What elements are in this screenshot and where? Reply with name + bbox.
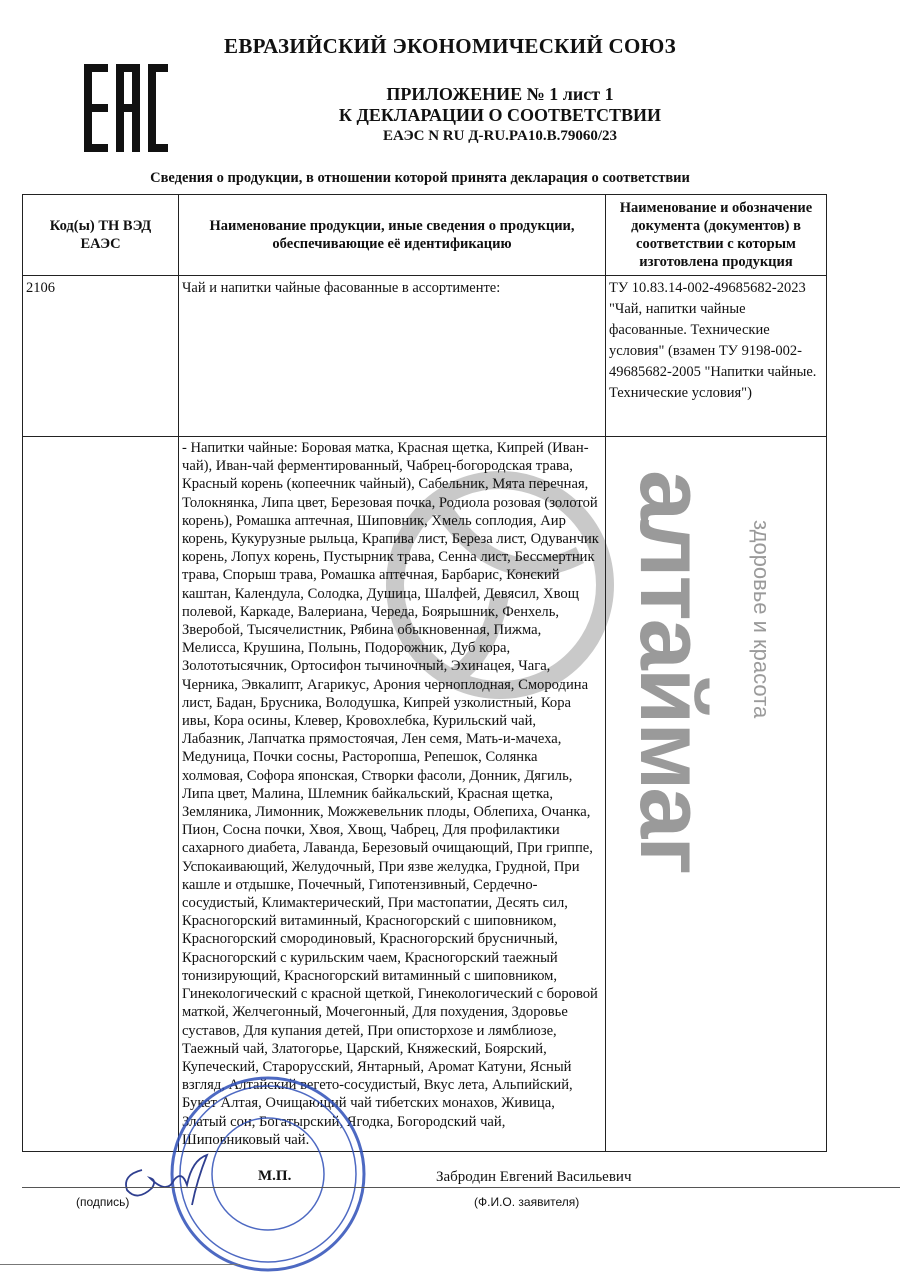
signature-line [22,1187,900,1188]
stamp-place-label: М.П. [258,1167,292,1184]
declaration-number: ЕАЭС N RU Д-RU.PA10.B.79060/23 [382,128,617,144]
watermark-brand: алтаймаг [621,470,723,873]
annex-subtitle: К ДЕКЛАРАЦИИ О СООТВЕТСТВИИ [338,105,662,125]
cell-product: Чай и напитки чайные фасованные в ассортименте: [179,276,606,437]
union-title: ЕВРАЗИЙСКИЙ ЭКОНОМИЧЕСКИЙ СОЮЗ [224,34,676,58]
column-header-product: Наименование продукции, иные сведения о продукции, обеспечивающие её идентификацию [179,195,606,276]
cell-code: 2106 [23,276,179,437]
product-table [22,194,827,1152]
watermark-slogan: здоровье и красота [749,520,774,719]
table-header-row [23,195,827,276]
intro-text: Сведения о продукции, в отношении которой принята декларация о соответствии [150,170,690,186]
divider [0,1264,240,1265]
annex-title: ПРИЛОЖЕНИЕ № 1 лист 1 [386,84,614,104]
column-header-document: Наименование и обозначение документа (документов) в соответствии с которым изготовлена продукция [606,195,827,276]
cell-code [23,437,179,1152]
applicant-name: Забродин Евгений Васильевич [436,1168,632,1185]
applicant-name-label: (Ф.И.О. заявителя) [474,1194,580,1209]
document-body [0,194,900,1282]
cell-product: - Напитки чайные: Боровая матка, Красная щетка, Кипрей (Иван-чай), Иван-чай ферментированный, Чабрец-богородская трава, Красный корень (копеечник чайный), Сабельник, Мята перечная, Толокнянка, Липа цвет, Березовая почка, Родиола розовая (золотой корень), Ромашка аптечная, Шиповник, Хмель соплодия, Аир корень, Кукурузные рыльца, Крапива лист, Береза лист, Одуванчик корень, Лопух корень, Пустырник трава, Сенна лист, Бессмертник трава, Спорыш трава, Ромашка аптечная, Барбарис, Конский каштан, Календула, Солодка, Душица, Шалфей, Девясил, Хвощ полевой, Каркаде, Валериана, Череда, Боярышник, Фенхель, Зверобой, Тысячелистник, Рябина обыкновенная, Пижма, Мелисса, Крушина, Полынь, Подорожник, Дуб кора, Золототысячник, Ортосифон тычиночный, Эхинацея, Чага, Черника, Эвкалипт, Агарикус, Арония черноплодная, Смородина лист, Бадан, Брусника, Володушка, Кипрей узколистный, Кора ивы, Кора осины, Клевер, Кровохлебка, Курильский чай, Лабазник, Лапчатка прямостоячая, Лен семя, Мать-и-мачеха, Медуница, Почки сосны, Расторопша, Репешок, Солянка холмовая, Софора японская, Створки фасоли, Донник, Дягиль, Липа цвет, Малина, Шлемник байкальский, Красная щетка, Земляника, Лимонник, Можжевельник плоды, Облепиха, Очанка, Пион, Сосна почки, Хвоя, Хвощ, Чабрец, Для профилактики сахарного диабета, Лаванда, Березовый очищающий, При гриппе, Успокаивающий, Желудочный, При язве желудка, Грудной, При кашле и отдышке, Почечный, Гипотензивный, Сердечно-сосудистый, Климактерический, При мастопатии, Десять сил, Красногорский витаминный, Красногорский с шиповником, Красногорский смородиновый, Красногорский брусничный, Красногорский с курильским чаем, Красногорский таежный тонизирующий, Красногорский витаминный с шиповником, Гинекологический с красной щеткой, Гинекологический с боровой маткой, Желчегонный, Мочегонный, Для похудения, Здоровье суставов, Для купания детей, При описторхозе и лямблиозе, Таежный чай, Златогорье, Царский, Княжеский, Боярский, Купеческий, Старорусский, Янтарный, Аромат Катуни, Ясный взгляд, Алтайский вегето-сосудистый, Вкус лета, Альпийский, Букет Алтая, Очищающий чай тибетских монахов, Живица, Златый сон, Богатырский, Ягодка, Богородский чай, Шиповниковый чай. [179,437,606,1152]
annex-heading [200,84,800,147]
signature [112,1150,232,1210]
signature-label: (подпись) [76,1194,130,1209]
table-row [23,276,827,437]
column-header-code: Код(ы) ТН ВЭД ЕАЭС [23,195,179,276]
eac-logo [84,64,168,152]
cell-document: ТУ 10.83.14-002-49685682-2023 "Чай, напитки чайные фасованные. Технические условия" (взамен ТУ 9198-002-49685682-2005 "Напитки чайные. Технические условия") [606,276,827,437]
table-row [23,437,827,1152]
signature-block [0,1152,900,1282]
cell-document [606,437,827,1152]
